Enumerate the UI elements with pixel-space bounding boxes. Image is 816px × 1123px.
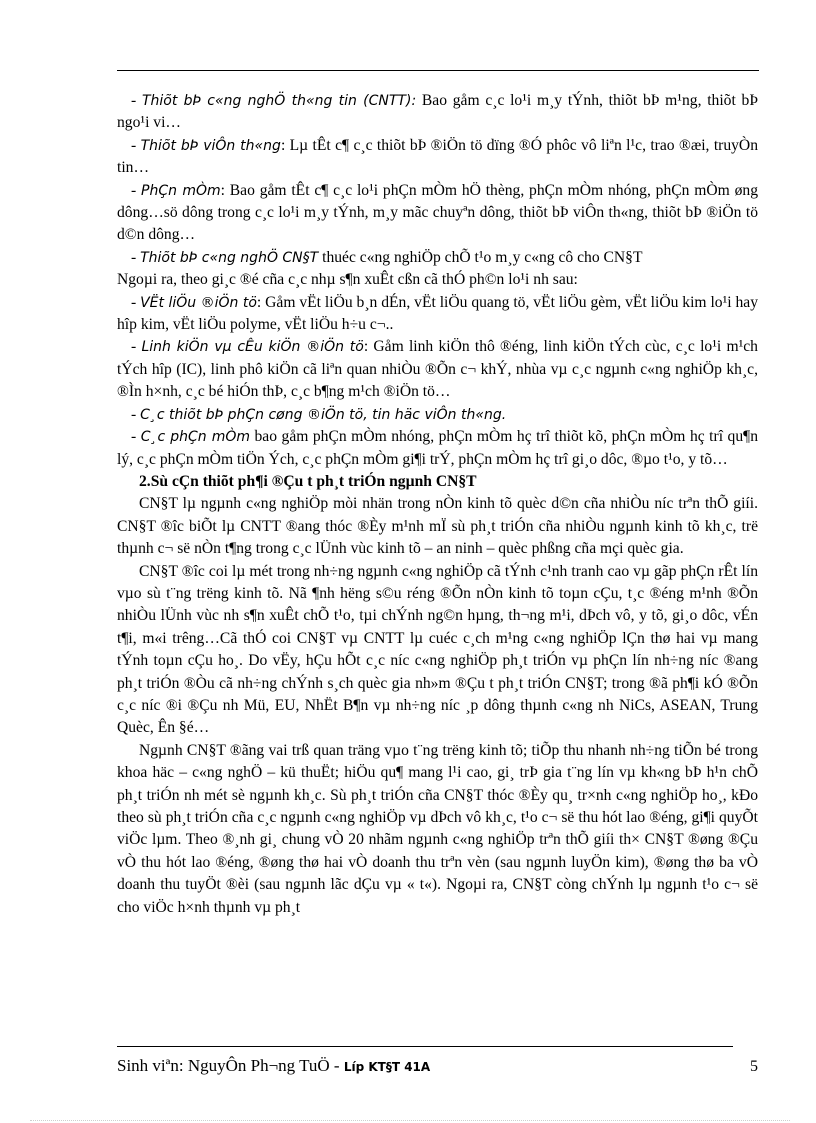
body-paragraph: CN§T lµ ngµnh c«ng nghiÖp mòi nhän trong nÒn kinh tõ quèc d©n cña nhiÒu níc trªn thÕ giíi. CN§T ®îc biÕt lµ CNTT ®ang thóc ®Èy m¹nh mÏ sù ph¸t triÓn cña nhiÒu ngµnh kinh tõ kh¸c, trë thµnh c¬ së nÒn t¶ng trong c¸c lÜnh vùc kinh tõ – an ninh – quèc phßng cña mçi quèc gia. xyxy=(117,495,758,558)
bullet-item: - VËt liÖu ®iÖn tö: Gåm vËt liÖu b¸n dÉn, vËt liÖu quang tö, vËt liÖu gèm, vËt liÖu kim lo¹i hay hîp kim, vËt liÖu polyme, vËt liÖu h÷u c¬.. xyxy=(117,293,759,334)
bullet-lead: VËt liÖu ®iÖn tö xyxy=(140,294,257,311)
bullet-item: - Thiõt bÞ c«ng nghÖ th«ng tin (CNTT): Bao gåm c¸c lo¹i m¸y tÝnh, thiõt bÞ m¹ng, thiõt bÞ ngo¹i vi… xyxy=(117,92,758,132)
page-number: 5 xyxy=(750,1058,758,1075)
bullet-lead: C¸c phÇn mÒm xyxy=(140,429,250,446)
footer-class: Líp KT§T 41A xyxy=(343,1060,431,1074)
bullet-lead: Thiõt bÞ c«ng nghÖ CN§T xyxy=(140,249,319,266)
page-body xyxy=(117,90,758,919)
bullet-lead: Thiõt bÞ c«ng nghÖ th«ng tin (CNTT): xyxy=(141,93,417,109)
bullet-item: - PhÇn mÒm: Bao gåm tÊt c¶ c¸c lo¹i phÇn mÒm hÖ thèng, phÇn mÒm nhóng, phÇn mÒm øng dông…sö dông trong c¸c lo¹i m¸y tÝnh, m¸y mãc chuyªn dông, thiõt bÞ viÔn th«ng, thiõt bÞ ®iÖn tö d©n dông… xyxy=(117,181,758,244)
bullet-lead: PhÇn mÒm xyxy=(141,182,221,199)
bullet-text: bao gåm phÇn mÒm nhóng, phÇn mÒm hç trî thiõt kõ, phÇn mÒm hç trî qu¶n lý, c¸c phÇn mÒm tiÖn Ých, c¸c phÇn mÒm gi¶i trÝ, phÇn mÒm hç trî gi¸o dôc, ®µo t¹o, y tõ… xyxy=(117,428,758,468)
intro-line: Ngoµi ra, theo gi¸c ®é cña c¸c nhµ s¶n xuÊt cßn cã thÓ ph©n lo¹i nh sau: xyxy=(117,271,578,289)
bullet-text: Bao gåm c¸c lo¹i m¸y tÝnh, thiõt bÞ m¹ng, thiõt bÞ ngo¹i vi… xyxy=(117,92,758,132)
section-heading: 2.Sù cÇn thiõt ph¶i ®Çu t ph¸t triÓn ngµnh CN§T xyxy=(139,472,477,490)
footer-rule xyxy=(117,1046,733,1047)
bullet-text: : Bao gåm tÊt c¶ c¸c lo¹i phÇn mÒm hÖ thèng, phÇn mÒm nhóng, phÇn mÒm øng dông…sö dông trong c¸c lo¹i m¸y tÝnh, m¸y mãc chuyªn dông, thiõt bÞ viÔn th«ng, thiõt bÞ ®iÖn tö d©n dông… xyxy=(117,181,758,244)
footer-author: Sinh viªn: NguyÔn Ph¬ng TuÖ - xyxy=(117,1056,344,1075)
bullet-item: - Linh kiÖn vµ cÊu kiÖn ®iÖn tö: Gåm linh kiÖn thô ®éng, linh kiÖn tÝch cùc, c¸c lo¹i m¹ch tÝch hîp (IC), linh phô kiÖn cã liªn quan nhiÒu ®Õn c¬ khÝ, nhùa vµ c¸c ngµnh c«ng nghiÖp kh¸c, ®Ìn h×nh, c¸c bé hiÓn thÞ, c¸c b¶ng m¹ch ®iÖn tö… xyxy=(117,338,758,401)
bullet-item: - C¸c phÇn mÒm bao gåm phÇn mÒm nhóng, phÇn mÒm hç trî thiõt kõ, phÇn mÒm hç trî qu¶n lý, c¸c phÇn mÒm tiÖn Ých, c¸c phÇn mÒm gi¶i trÝ, phÇn mÒm hç trî gi¸o dôc, ®µo t¹o, y tõ… xyxy=(117,428,758,468)
bullet-text: : Lµ tÊt c¶ c¸c thiõt bÞ ®iÖn tö dïng ®Ó phôc vô liªn l¹c, trao ®æi, truyÒn tin… xyxy=(117,136,758,177)
bullet-item: - Thiõt bÞ viÔn th«ng: Lµ tÊt c¶ c¸c thiõt bÞ ®iÖn tö dïng ®Ó phôc vô liªn l¹c, trao ®æi, truyÒn tin… xyxy=(117,136,758,177)
bullet-text: thuéc c«ng nghiÖp chÕ t¹o m¸y c«ng cô cho CN§T xyxy=(318,248,643,266)
body-paragraph: CN§T ®îc coi lµ mét trong nh÷ng ngµnh c«ng nghiÖp cã tÝnh c¹nh tranh cao vµ gãp phÇn rÊt lín vµo sù t¨ng trëng kinh tõ. Nã ¶nh hëng s©u réng ®Õn nÒn kinh tõ toµn cÇu, t¸c ®éng m¹nh ®Õn nhiÒu lÜnh vùc nh s¶n xuÊt chÕ t¹o, tµi chÝnh ng©n hµng, th¬ng m¹i, dÞch vô, y tõ, gi¸o dôc, vÉn t¶i, m«i trêng…Cã thÓ coi CN§T vµ CNTT lµ cuéc c¸ch m¹ng c«ng nghiÖp lÇn thø hai vµ mang tÝnh toµn cÇu ho¸. Do vËy, hÇu hÕt c¸c níc c«ng nghiÖp ph¸t triÓn vµ phÇn lín nh÷ng níc ®ang ph¸t triÓn ®Òu cã nh÷ng chÝnh s¸ch quèc gia nh»m ®Çu t ph¸t triÓn CN§T; trong ®ã ph¶i kÓ ®Õn c¸c níc ®i ®Çu nh Mü, EU, NhËt B¶n vµ nh÷ng níc ¸p dông thµnh c«ng nh NiCs, ASEAN, Trung Quèc, Ên §é… xyxy=(117,562,758,737)
bullet-text: : Gåm vËt liÖu b¸n dÉn, vËt liÖu quang tö, vËt liÖu gèm, vËt liÖu kim lo¹i hay hîp kim, vËt liÖu polyme, vËt liÖu h÷u c¬.. xyxy=(117,293,759,334)
bullet-lead: C¸c thiõt bÞ phÇn cøng ®iÖn tö, tin häc viÔn th«ng. xyxy=(140,406,507,423)
footer-author-line xyxy=(117,1056,430,1076)
bullet-lead: Linh kiÖn vµ cÊu kiÖn ®iÖn tö xyxy=(141,339,364,356)
header-rule xyxy=(117,70,759,71)
page-bottom-border xyxy=(30,1120,790,1121)
bullet-text: : Gåm linh kiÖn thô ®éng, linh kiÖn tÝch cùc, c¸c lo¹i m¹ch tÝch hîp (IC), linh phô kiÖn cã liªn quan nhiÒu ®Õn c¬ khÝ, nhùa vµ c¸c ngµnh c«ng nghiÖp kh¸c, ®Ìn h×nh, c¸c bé hiÓn thÞ, c¸c b¶ng m¹ch ®iÖn tö… xyxy=(117,338,758,401)
bullet-item: - C¸c thiõt bÞ phÇn cøng ®iÖn tö, tin häc viÔn th«ng. xyxy=(131,405,507,423)
page-footer xyxy=(117,1056,758,1080)
body-paragraph: Ngµnh CN§T ®ãng vai trß quan träng vµo t¨ng trëng kinh tõ; tiÕp thu nhanh nh÷ng tiÕn bé trong khoa häc – c«ng nghÖ – kü thuËt; hiÖu qu¶ mang l¹i cao, gi¸ trÞ gia t¨ng lín vµ kh«ng bÞ h¹n chÕ ph¸t triÓn nh mét sè ngµnh kh¸c. Sù ph¸t triÓn cña CN§T thóc ®Èy qu¸ tr×nh c«ng nghiÖp ho¸, kÐo theo sù ph¸t triÓn cña c¸c ngµnh c«ng nghiÖp vµ dÞch vô kh¸c, t¹o c¬ së thu hót lao ®éng, gi¶i quyÕt viÖc lµm. Theo ®¸nh gi¸ chung vÒ 20 nhãm ngµnh c«ng nghiÖp trªn thÕ giíi th× CN§T ®øng ®Çu vÒ thu hót lao ®éng, ®øng thø hai vÒ doanh thu trªn vèn (sau ngµnh luyÖn kim), ®øng thø ba vÒ doanh thu tuyÖt ®èi (sau ngµnh lãc dÇu vµ « t«). Ngoµi ra, CN§T còng chÝnh lµ ngµnh t¹o c¬ së cho viÖc h×nh thµnh vµ ph¸t xyxy=(117,741,758,916)
bullet-item: - Thiõt bÞ c«ng nghÖ CN§T thuéc c«ng nghiÖp chÕ t¹o m¸y c«ng cô cho CN§T xyxy=(131,248,643,266)
bullet-lead: Thiõt bÞ viÔn th«ng xyxy=(140,137,281,154)
